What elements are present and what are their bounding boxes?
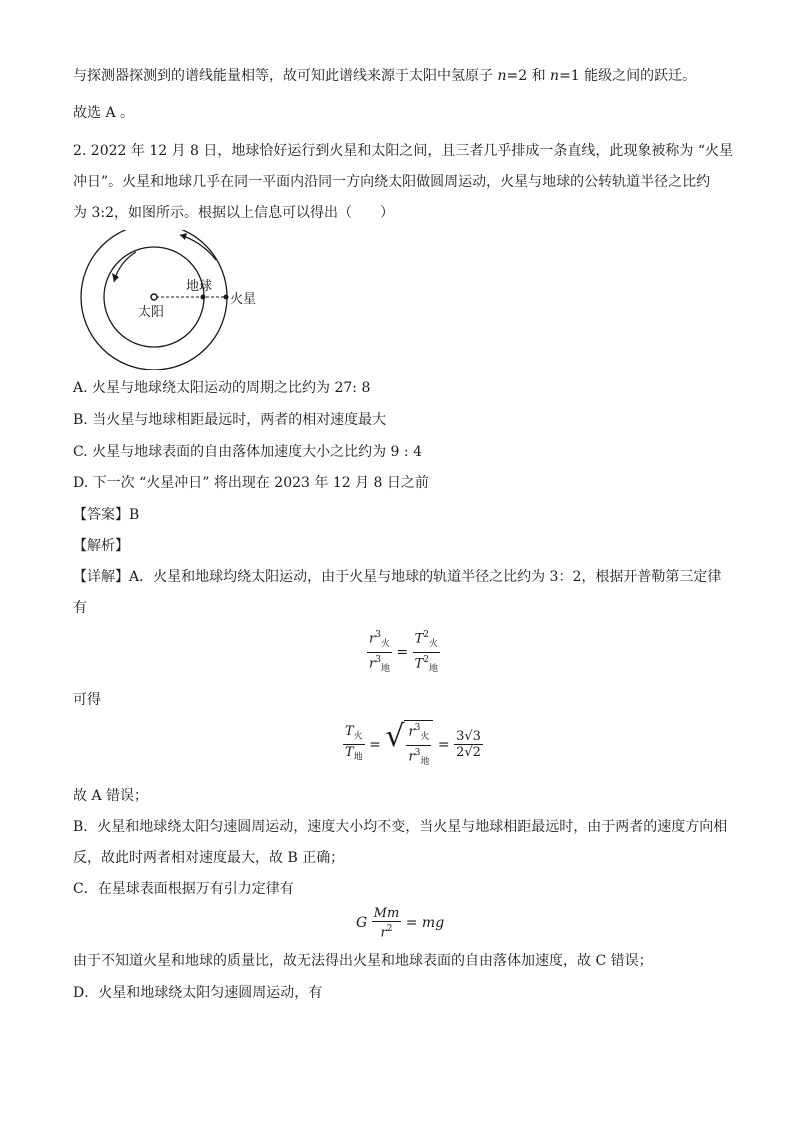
var-n: n xyxy=(550,68,560,84)
var-n: n xyxy=(497,68,507,84)
question-line-1: 2. 2022 年 12 月 8 日，地球恰好运行到火星和太阳之间，且三者几乎排成一条直线，此现象被称为 “火星 xyxy=(73,143,734,159)
question-line-2: 冲日”。火星和地球几乎在同一平面内沿同一方向绕太阳做圆周运动，火星与地球的公转轨道半径之比约 xyxy=(73,174,711,190)
text-segment: =1 能级之间的跃迁。 xyxy=(559,68,697,84)
detail-line-1: 【详解】A．火星和地球均绕太阳运动，由于火星与地球的轨道半径之比约为 3：2，根据开普勒第三定律 xyxy=(73,569,722,585)
detail-line-5: B．火星和地球绕太阳匀速圆周运动，速度大小均不变，当火星与地球相距最远时，由于两者的速度方向相 xyxy=(73,819,728,835)
detail-line-3: 可得 xyxy=(73,692,101,708)
detail-line-6: 反，故此时两者相对速度最大，故 B 正确； xyxy=(73,850,345,866)
earth-marker xyxy=(201,295,206,300)
option-a: A. 火星与地球绕太阳运动的周期之比约为 27: 8 xyxy=(73,380,371,396)
sun-marker xyxy=(151,294,157,300)
detail-line-9: D．火星和地球绕太阳匀速圆周运动，有 xyxy=(73,985,323,1001)
analysis-label: 【解析】 xyxy=(73,538,129,554)
text-segment: =2 和 xyxy=(506,68,551,84)
gravity-equation: G $\frac{Mm}{r^2}$ = mg xyxy=(356,906,445,941)
text-segment: 与探测器探测到的谱线能量相等，故可知此谱线来源于太阳中氢原子 xyxy=(73,68,498,84)
kepler-equation: $\frac{r^3_火}{r^3_地}$ = $\frac{T^2_火}{T^2_地}$ xyxy=(367,628,440,677)
text-line-2: 故选 A 。 xyxy=(73,105,135,121)
sqrt-expression: √ $\frac{r^3_火}{r^3_地}$ xyxy=(385,720,433,770)
detail-line-7: C．在星球表面根据万有引力定律有 xyxy=(73,881,294,897)
mars-marker xyxy=(224,295,229,300)
option-b: B. 当火星与地球相距最远时，两者的相对速度最大 xyxy=(73,412,387,428)
option-c: C. 火星与地球表面的自由落体加速度大小之比约为 9 : 4 xyxy=(73,444,422,460)
earth-label: 地球 xyxy=(186,279,213,294)
r-ratio: $\frac{r^3_火}{r^3_地}$ xyxy=(369,630,390,674)
orbit-diagram xyxy=(76,230,276,370)
question-line-3: 为 3:2，如图所示。根据以上信息可以得出（ ） xyxy=(73,205,394,221)
detail-line-8: 由于不知道火星和地球的质量比，故无法得出火星和地球表面的自由落体加速度，故 C 错误； xyxy=(73,953,653,969)
text-line-1 xyxy=(73,66,696,86)
period-ratio-equation: $\frac{T_火}{T_地}$ = √ $\frac{r^3_火}{r^3_地}$ = $\frac{3√3}{2√2}$ xyxy=(343,720,483,770)
answer-label: 【答案】B xyxy=(73,507,140,523)
t-ratio: $\frac{T^2_火}{T^2_地}$ xyxy=(414,630,439,674)
mars-label: 火星 xyxy=(230,292,257,307)
earth-arrowhead xyxy=(112,273,119,282)
sun-label: 太阳 xyxy=(138,305,165,320)
detail-line-4: 故 A 错误； xyxy=(73,788,149,804)
mars-arrowhead xyxy=(180,233,187,240)
option-d: D. 下一次 “火星冲日” 将出现在 2023 年 12 月 8 日之前 xyxy=(73,475,429,491)
detail-line-2: 有 xyxy=(73,600,87,616)
